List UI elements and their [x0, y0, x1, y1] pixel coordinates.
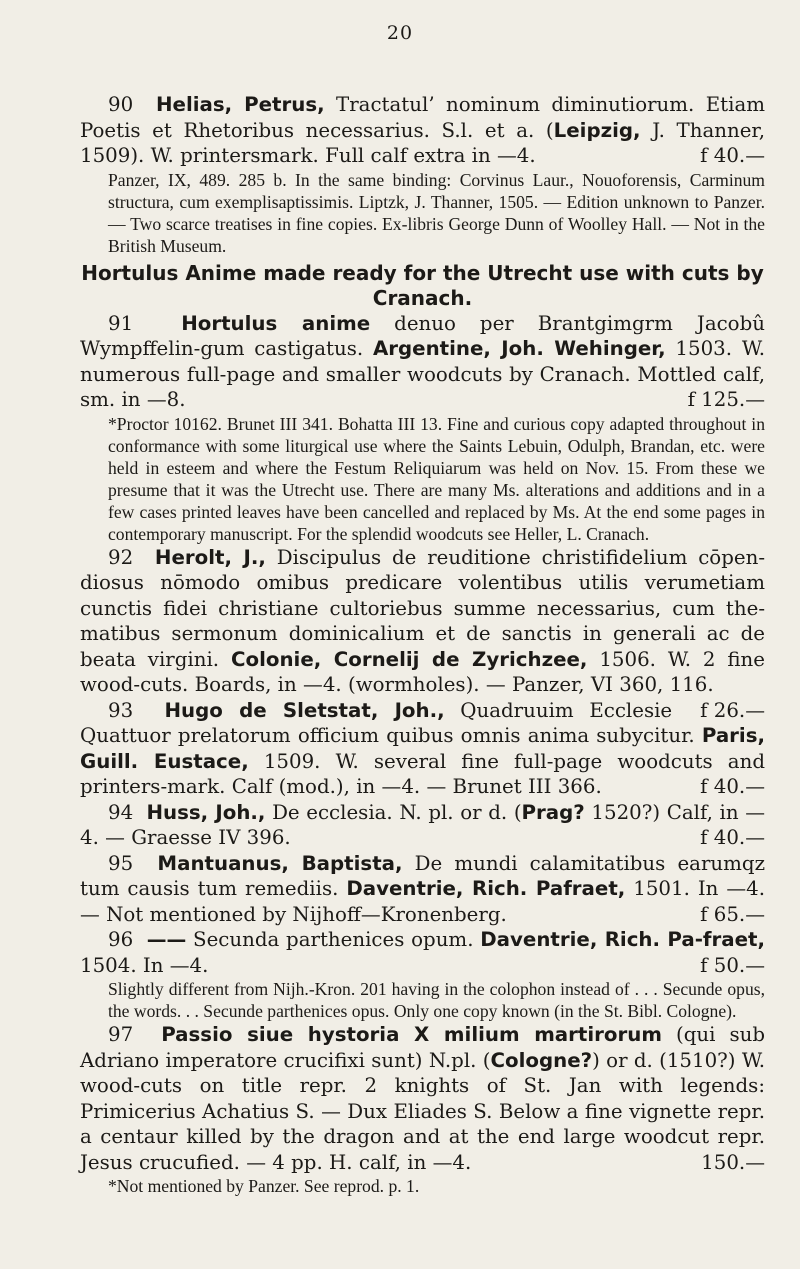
catalogue-entry	[80, 311, 765, 413]
entry-text: De mundi calamitatibus earumqz tum causis tum remediis.	[80, 851, 765, 900]
entry-number: 91	[108, 311, 134, 335]
entry-text: Tractatul’ nominum diminutiorum. Etiam Poetis et Rhetoribus necessarius. S.l. et a. (	[80, 93, 766, 142]
entry-number: 90	[108, 93, 134, 116]
entry-text: 1503. W. numerous full-page and smaller woodcuts by Cranach. Mottled calf, sm. in —8.	[80, 337, 765, 411]
entry-author: Helias, Petrus,	[155, 93, 325, 116]
entry-text: 1506. W. 2 fine wood-cuts. Boards, in —4. (wormholes). — Panzer, VI 360, 116.	[80, 647, 765, 696]
entry-price: f 50.—	[700, 953, 765, 977]
entry-price: f 125.—	[687, 388, 765, 411]
catalogue-entry	[80, 698, 765, 800]
entry-text: denuo per Brantgimgrm Jacobû Wympffelin-gum castigatus.	[80, 311, 765, 360]
entry-place: Daventrie, Rich. Pafraet,	[346, 877, 626, 900]
entry-note: *Proctor 10162. Brunet III 341. Bohatta III 13. Fine and curious copy adapted throughout in conformance with some liturgical use where the Saints Lebuin, Odulph, Brandan, etc. were held in esteem and where the Festum Reliquiarum was held on Nov. 15. From these we presume that it was the Utrecht use. There are many Ms. alterations and additions and in a few cases printed leaves have been cancelled and replaced by Ms. At the end some pages in contemporary manuscript. For the splendid woodcuts see Heller, L. Cranach.	[108, 413, 765, 544]
entry-author: ——	[146, 928, 187, 951]
entry-place: Colonie, Cornelij de Zyrichzee,	[230, 647, 588, 671]
entry-text: 1509. W. several fine full-page woodcuts and printers-mark. Calf (mod.), in —4. — Brunet III 366.	[80, 749, 765, 798]
entry-text: Discipulus de reuditione christifidelium cōpen-diosus nōmodo omibus predicare volentibus utilis verumetiam cunctis fidei christiane cultoriebus summe necessarius, cum the-matibus sermonum dominicalium et de sanctis in generali ac de beata virgini.	[80, 545, 766, 671]
entry-text: 1501. In —4. — Not mentioned by Nijhoff—Kronenberg.	[80, 877, 766, 926]
entry-text: (qui sub Adriano imperatore crucifixi sunt) N.pl. (	[80, 1023, 765, 1072]
entry-place: Leipzig,	[553, 118, 641, 142]
entry-note: Slightly different from Nijh.-Kron. 201 having in the colophon instead of . . . Secunde opus, the words. . . Secunde parthenices opus. Only one copy known (in the St. Bibl. Cologne).	[108, 979, 765, 1021]
entry-author: Hugo de Sletstat, Joh.,	[164, 698, 445, 722]
entry-number: 95	[108, 851, 134, 875]
page-content	[80, 92, 765, 1197]
entry-place: Daventrie, Rich. Pa-fraet,	[480, 928, 766, 951]
entry-price: f 40.—	[700, 775, 765, 798]
entry-price: f 65.—	[700, 902, 765, 926]
entry-number: 96	[108, 928, 134, 951]
entry-author: Herolt, J.,	[154, 545, 266, 569]
entry-text: 1520?) Calf, in —4. — Graesse IV 396.	[80, 800, 765, 849]
entry-author: Mantuanus, Baptista,	[157, 851, 403, 875]
entry-text: J. Thanner, 1509). W. printersmark. Full calf extra in —4.	[80, 118, 765, 167]
entry-text: 1504. In —4.	[80, 953, 209, 977]
entry-place: Argentine, Joh. Wehinger,	[372, 337, 666, 360]
entry-price: 150.—	[701, 1150, 765, 1174]
entry-text: Quadruuim Ecclesie Quattuor prelatorum officium quibus omnis anima subycitur.	[80, 698, 702, 747]
entry-author: Hortulus anime	[181, 311, 371, 335]
catalogue-entry	[80, 1022, 765, 1175]
entry-text: ) or d. (1510?) W. wood-cuts on title repr. 2 knights of St. Jan with legends: Primicerius Achatius S. — Dux Eliades S. Below a fine vignette repr. a centaur killed by the dragon and at the end large woodcut repr. Jesus crucufied. — 4 pp. H. calf, in —4.	[80, 1048, 765, 1174]
catalogue-entry	[80, 92, 765, 169]
entry-place: Paris, Guill. Eustace,	[80, 724, 765, 773]
entry-price: f 26.—	[700, 698, 765, 722]
catalogue-entry	[80, 851, 765, 928]
entry-text: De ecclesia. N. pl. or d. (	[265, 800, 522, 824]
entry-author: Passio siue hystoria X milium martirorum	[161, 1023, 662, 1046]
entry-place: Cologne?	[490, 1048, 593, 1072]
section-heading: Hortulus Anime made ready for the Utrecht use with cuts by Cranach.	[81, 260, 764, 310]
entry-note: *Not mentioned by Panzer. See reprod. p. 1.	[108, 1176, 420, 1196]
entry-price: f 40.—	[700, 144, 765, 167]
page-number: 20	[386, 22, 414, 44]
entry-number: 92	[108, 545, 134, 569]
entry-number: 93	[108, 698, 134, 722]
entry-place: Prag?	[521, 800, 585, 824]
catalogue-entry	[80, 800, 765, 851]
entry-author: Huss, Joh.,	[146, 800, 266, 824]
entry-price: f 40.—	[700, 826, 765, 849]
entry-number: 94	[108, 800, 134, 824]
entry-note: Panzer, IX, 489. 285 b. In the same binding: Corvinus Laur., Nouoforensis, Carminum structura, cum exemplisaptissimis. Liptzk, J. Thanner, 1505. — Edition unknown to Panzer. — Two scarce treatises in fine copies. Ex-libris George Dunn of Woolley Hall. — Not in the British Museum.	[108, 169, 765, 256]
entry-number: 97	[108, 1023, 134, 1046]
entry-text: Secunda parthenices opum.	[186, 928, 481, 951]
catalogue-entry	[80, 927, 765, 978]
